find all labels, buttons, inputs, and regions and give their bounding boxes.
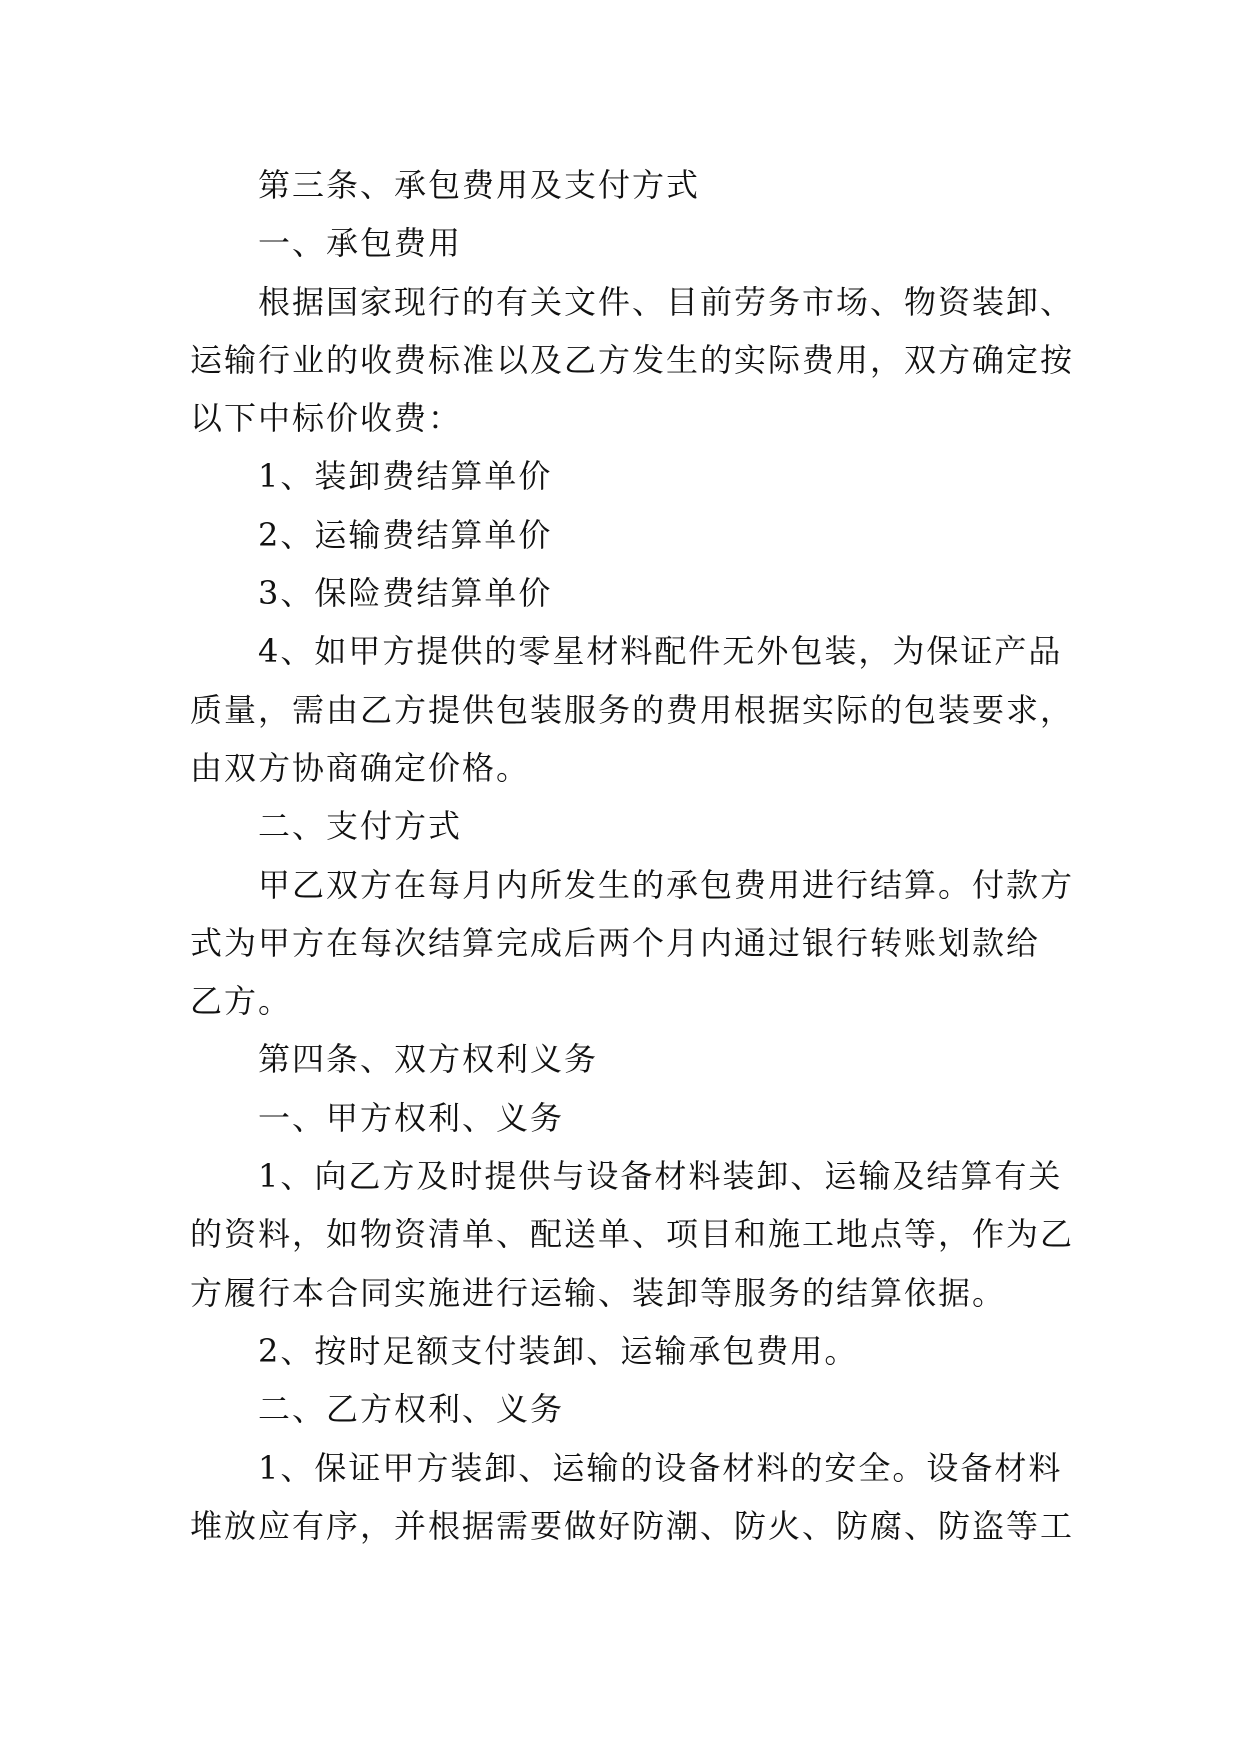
text-line: 方履行本合同实施进行运输、装卸等服务的结算依据。 (190, 1273, 1007, 1312)
text-line: 一、承包费用 (258, 224, 463, 263)
text-line: 第三条、承包费用及支付方式 (258, 166, 701, 204)
text-line: 的资料，如物资清单、配送单、项目和施工地点等，作为乙 (190, 1215, 1075, 1254)
fee-item-4 (190, 622, 1091, 797)
payment-paragraph (190, 856, 1091, 1031)
text-line: 式为甲方在每次结算完成后两个月内通过银行转账划款给 (190, 923, 1041, 962)
text-line: 二、乙方权利、义务 (258, 1390, 565, 1429)
text-line: 堆放应有序，并根据需要做好防潮、防火、防腐、防盗等工 (190, 1506, 1075, 1545)
section-payment-heading (190, 797, 1091, 855)
article-4-heading (190, 1030, 1091, 1088)
text-line: 第四条、双方权利义务 (258, 1040, 599, 1079)
party-a-item-2 (190, 1322, 1091, 1380)
text-line: 2、按时足额支付装卸、运输承包费用。 (258, 1331, 859, 1370)
party-b-item-1 (190, 1439, 1091, 1556)
text-line: 2、运输费结算单价 (258, 515, 553, 554)
text-line: 1、保证甲方装卸、运输的设备材料的安全。设备材料 (258, 1448, 1063, 1487)
text-line: 运输行业的收费标准以及乙方发生的实际费用，双方确定按 (190, 340, 1075, 379)
text-line: 乙方。 (190, 982, 293, 1021)
text-line: 根据国家现行的有关文件、目前劳务市场、物资装卸、 (258, 282, 1075, 321)
text-line: 1、向乙方及时提供与设备材料装卸、运输及结算有关 (258, 1157, 1063, 1196)
article-3-heading (190, 156, 1091, 214)
fee-item-2 (190, 506, 1091, 564)
text-line: 质量，需由乙方提供包装服务的费用根据实际的包装要求， (190, 690, 1075, 729)
text-line: 二、支付方式 (258, 807, 463, 846)
text-line: 一、甲方权利、义务 (258, 1098, 565, 1137)
party-a-item-1 (190, 1147, 1091, 1322)
text-line: 以下中标价收费： (190, 399, 463, 438)
fee-item-3 (190, 564, 1091, 622)
text-line: 由双方协商确定价格。 (190, 748, 531, 787)
fee-item-1 (190, 447, 1091, 505)
text-line: 3、保险费结算单价 (258, 574, 553, 613)
fee-basis-paragraph (190, 273, 1091, 448)
party-b-heading (190, 1380, 1091, 1438)
text-line: 1、装卸费结算单价 (258, 457, 553, 496)
section-fees-heading (190, 214, 1091, 272)
text-line: 甲乙双方在每月内所发生的承包费用进行结算。付款方 (258, 865, 1075, 904)
text-line: 4、如甲方提供的零星材料配件无外包装，为保证产品 (258, 632, 1063, 671)
party-a-heading (190, 1089, 1091, 1147)
